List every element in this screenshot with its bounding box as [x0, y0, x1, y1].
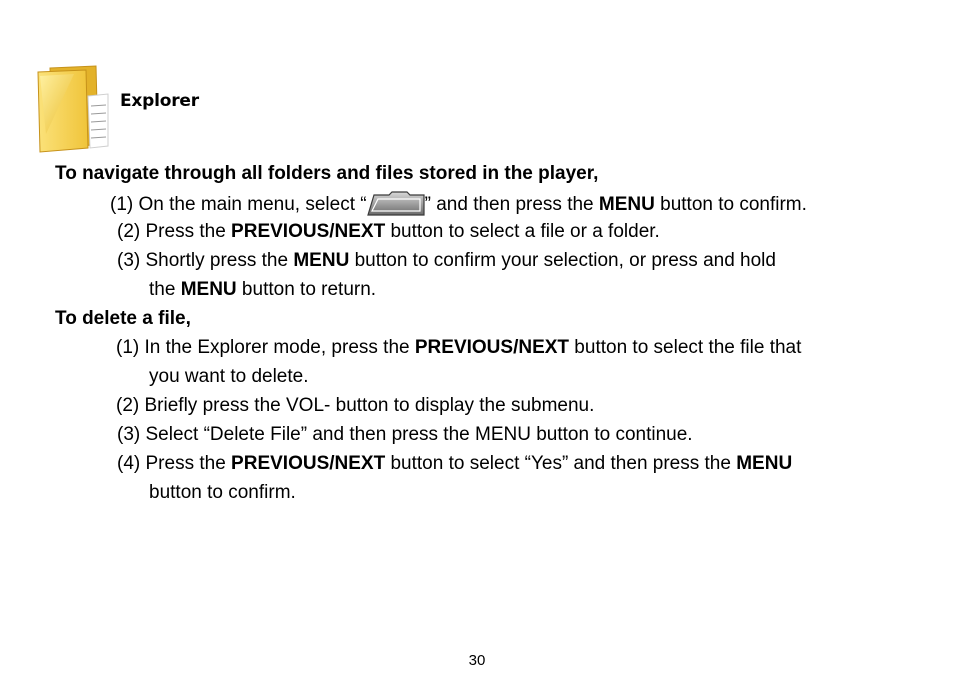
delete-step-2: (2) Briefly press the VOL- button to display the submenu. — [116, 395, 595, 416]
navigate-step-3-cont: the MENU button to return. — [149, 279, 377, 300]
folder-icon — [36, 64, 110, 154]
delete-step-3: (3) Select “Delete File” and then press the MENU button to continue. — [117, 424, 693, 445]
navigate-heading: To navigate through all folders and files stored in the player, — [55, 163, 599, 184]
folder-tab-icon — [367, 191, 425, 217]
delete-step-4-cont: button to confirm. — [149, 482, 296, 503]
delete-step-1: (1) In the Explorer mode, press the PREVIOUS/NEXT button to select the file that — [116, 337, 802, 358]
delete-heading: To delete a file, — [55, 308, 191, 329]
page-number: 30 — [468, 652, 486, 669]
navigate-step-1: (1) On the main menu, select “ ” and then press the MENU button to confirm. — [110, 191, 807, 217]
delete-step-4: (4) Press the PREVIOUS/NEXT button to select “Yes” and then press the MENU — [117, 453, 793, 474]
delete-step-1-cont: you want to delete. — [149, 366, 309, 387]
navigate-step-2: (2) Press the PREVIOUS/NEXT button to select a file or a folder. — [117, 221, 660, 242]
section-title: Explorer — [120, 91, 199, 111]
navigate-step-3: (3) Shortly press the MENU button to confirm your selection, or press and hold — [117, 250, 776, 271]
